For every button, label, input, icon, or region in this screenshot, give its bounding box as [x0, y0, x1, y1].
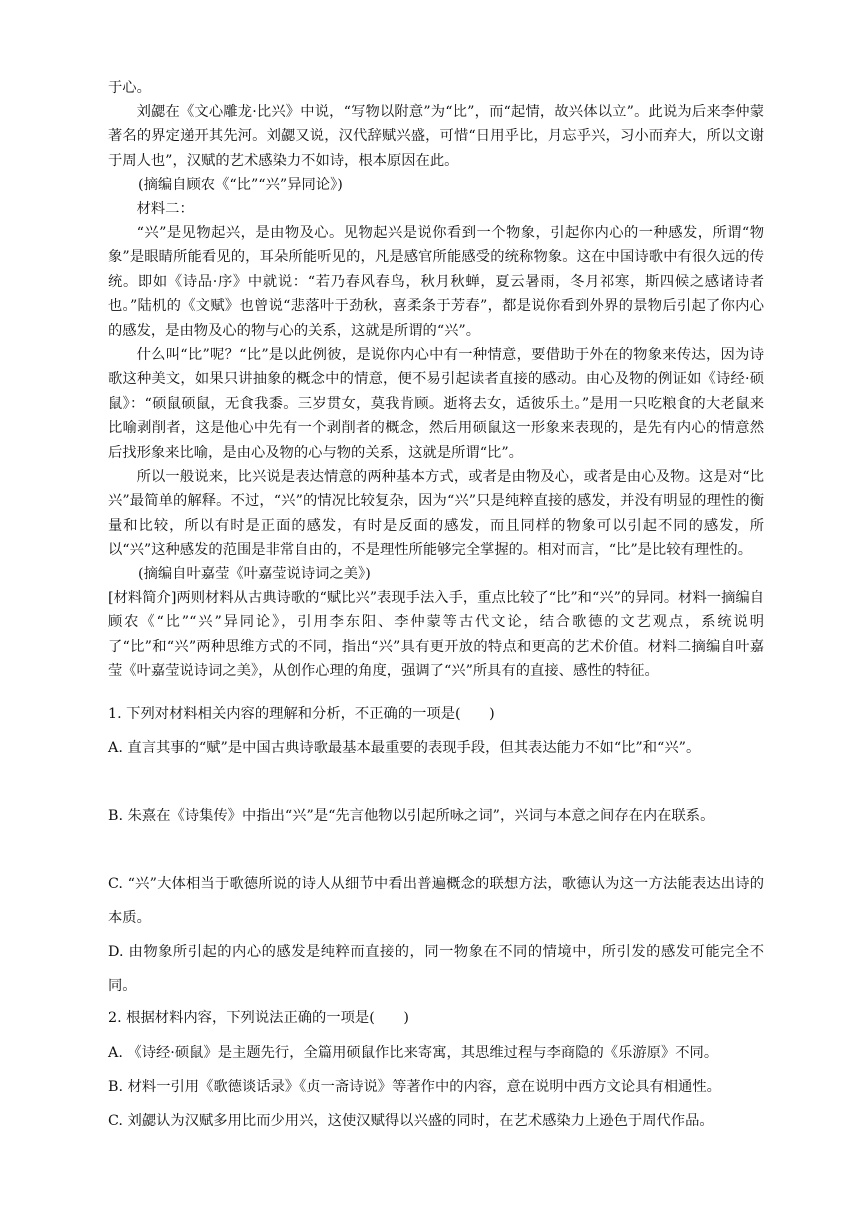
paragraph-liu-xie: 刘勰在《文心雕龙·比兴》中说，“写物以附意”为“比”，而“起情，故兴体以立”。此说为后来李仲蒙著名的界定递开其先河。刘勰又说，汉代辞赋兴盛，可惜“日用乎比，月忘乎兴，习小而弃大，所以文谢于周人也”，汉赋的艺术感染力不如诗，根本原因在此。 — [108, 104, 764, 169]
question-1-option-a: A. 直言其事的“赋”是中国古典诗歌最基本最重要的表现手段，但其表达能力不如“比”和“兴”。 — [108, 740, 701, 756]
question-2-option-b: B. 材料一引用《歌德谈话录》《贞一斋诗说》等著作中的内容，意在说明中西方文论具有相通性。 — [108, 1079, 721, 1095]
paragraph-xing: “兴”是见物起兴，是由物及心。见物起兴是说你看到一个物象，引起你内心的一种感发，所谓“物象”是眼睛所能看见的，耳朵所能听见的，凡是感官所能感受的统称物象。这在中国诗歌中有很久远的传统。即如《诗品·序》中就说：“若乃春风春鸟，秋月秋蝉，夏云暑雨，冬月祁寒，斯四候之感诸诗者也。”陆机的《文赋》也曾说“悲落叶于劲秋，喜柔条于芳春”，都是说你看到外界的景物后引起了你内心的感发，是由物及心的物与心的关系，这就是所谓的“兴”。 — [108, 225, 764, 339]
question-2-option-a: A. 《诗经·硕鼠》是主题先行，全篇用硕鼠作比来寄寓，其思维过程与李商隐的《乐游原》不同。 — [108, 1045, 719, 1061]
question-1-option-c: C. “兴”大体相当于歌德所说的诗人从细节中看出普遍概念的联想方法，歌德认为这一方法能表达出诗的本质。 — [108, 876, 764, 926]
question-1-option-b: B. 朱熹在《诗集传》中指出“兴”是“先言他物以引起所咏之词”，兴词与本意之间存在内在联系。 — [108, 808, 715, 824]
question-2-option-c: C. 刘勰认为汉赋多用比而少用兴，这使汉赋得以兴盛的同时，在艺术感染力上逊色于周代作品。 — [108, 1113, 714, 1129]
paragraph-continuation: 于心。 — [108, 80, 151, 96]
citation-gu-nong: (摘编自顾农《“比”“兴”异同论》) — [138, 177, 343, 193]
material-two-heading: 材料二： — [136, 201, 194, 217]
paragraph-bi: 什么叫“比”呢？“比”是以此例彼，是说你内心中有一种情意，要借助于外在的物象来传达，因为诗歌这种美文，如果只讲抽象的概念中的情意，便不易引起读者直接的感动。由心及物的例证如《诗经·硕鼠》：“硕鼠硕鼠，无食我黍。三岁贯女，莫我肯顾。逝将去女，适彼乐土。”是用一只吃粮食的大老鼠来比喻剥削者，这是他心中先有一个剥削者的概念，然后用硕鼠这一形象来表现的，是先有内心的情意然后找形象来比喻，是由心及物的心与物的关系，这就是所谓“比”。 — [108, 347, 764, 461]
paragraph-summary: 所以一般说来，比兴说是表达情意的两种基本方式，或者是由物及心，或者是由心及物。这是对“比兴”最简单的解释。不过，“兴”的情况比较复杂，因为“兴”只是纯粹直接的感发，并没有明显的理性的衡量和比较，所以有时是正面的感发，有时是反面的感发，而且同样的物象可以引起不同的感发，所以“兴”这种感发的范围是非常自由的，不是理性所能够完全掌握的。相对而言，“比”是比较有理性的。 — [108, 469, 764, 559]
question-1: 1. 下列对材料相关内容的理解和分析，不正确的一项是( ) — [108, 706, 495, 722]
question-2: 2. 根据材料内容，下列说法正确的一项是( ) — [108, 1010, 409, 1026]
material-brief: [材料简介]两则材料从古典诗歌的“赋比兴”表现手法入手，重点比较了“比”和“兴”的异同。材料一摘编自顾农《“比”“兴”异同论》，引用李东阳、李仲蒙等古代文论，结合歌德的文艺观点，系统说明了“比”和“兴”两种思维方式的不同，指出“兴”具有更开放的特点和更高的艺术价值。材料二摘编自叶嘉莹《叶嘉莹说诗词之美》，从创作心理的角度，强调了“兴”所具有的直接、感性的特征。 — [108, 590, 764, 680]
citation-ye-jiaying: (摘编自叶嘉莹《叶嘉莹说诗词之美》) — [138, 566, 371, 582]
question-1-option-d: D. 由物象所引起的内心的感发是纯粹而直接的，同一物象在不同的情境中，所引发的感发可能完全不同。 — [108, 944, 764, 994]
